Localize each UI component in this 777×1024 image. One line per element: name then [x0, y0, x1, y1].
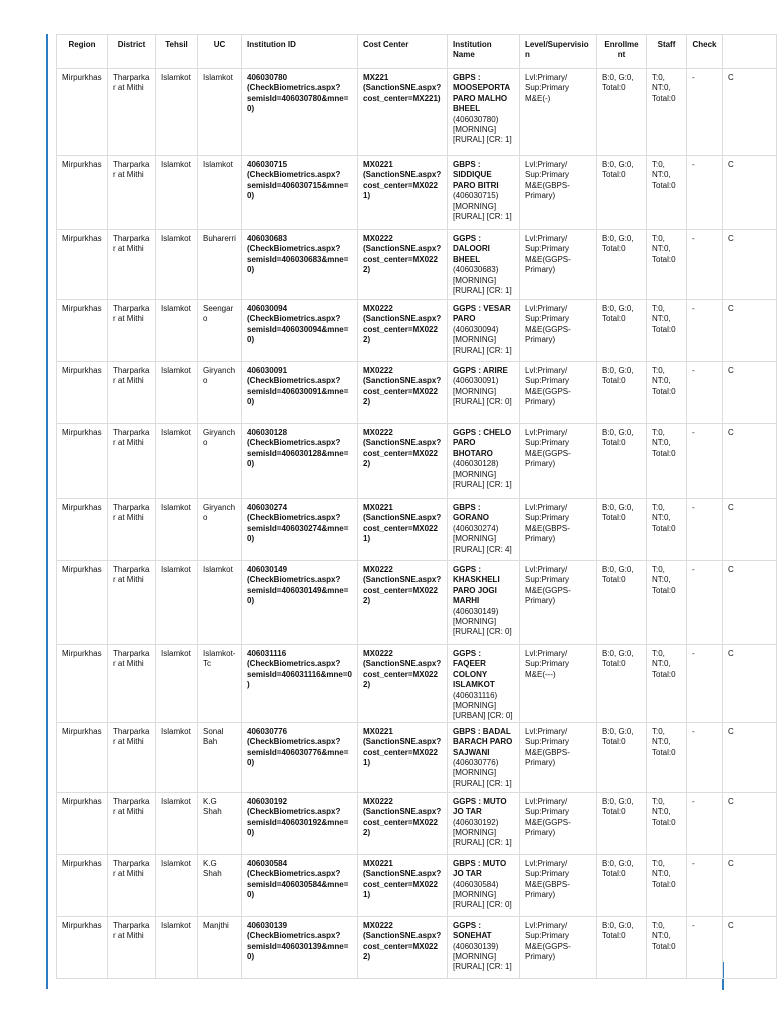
- cell-cost-center: MX0222 (SanctionSNE.aspx?cost_center=MX0222): [358, 230, 448, 300]
- cell-district: Tharparkar at Mithi: [108, 156, 156, 230]
- cell-institution-name: [448, 645, 520, 723]
- cell-check: -: [687, 645, 723, 723]
- cell-staff: T:0, NT:0, Total:0: [647, 645, 687, 723]
- institution-name-details: (406030776) [MORNING] [RURAL] [CR: 1]: [453, 758, 512, 788]
- institution-name-title: GBPS : GORANO: [453, 503, 489, 523]
- cell-enrollment: B:0, G:0, Total:0: [597, 424, 647, 499]
- institution-name-details: (406030139) [MORNING] [RURAL] [CR: 1]: [453, 941, 512, 972]
- cell-region: Mirpurkhas: [57, 424, 108, 499]
- cell-uc: Islamkot: [198, 561, 242, 645]
- cell-institution-id: 406030274 (CheckBiometrics.aspx?semisId=406030274&mne=0): [242, 499, 358, 561]
- cell-institution-name: [448, 300, 520, 362]
- cell-region: Mirpurkhas: [57, 156, 108, 230]
- cell-cost-center: MX0222 (SanctionSNE.aspx?cost_center=MX0222): [358, 792, 448, 854]
- table-row[interactable]: [57, 645, 777, 723]
- cell-check: -: [687, 792, 723, 854]
- institution-name-title: GGPS : MUTO JO TAR: [453, 796, 507, 817]
- institution-name-details: (406030192) [MORNING] [RURAL] [CR: 1]: [453, 817, 512, 848]
- table-row[interactable]: [57, 300, 777, 362]
- cell-institution-name: [448, 362, 520, 424]
- cell-staff: T:0, NT:0, Total:0: [647, 69, 687, 156]
- cell-cost-center: MX0222 (SanctionSNE.aspx?cost_center=MX0222): [358, 645, 448, 723]
- cell-district: Tharparkar at Mithi: [108, 854, 156, 916]
- institution-name-details: (406030715) [MORNING] [RURAL] [CR: 1]: [453, 191, 512, 222]
- cell-district: Tharparkar at Mithi: [108, 645, 156, 723]
- cell-level-supervision: Lvl:Primary/ Sup:Primary M&E(GBPS-Primary): [520, 156, 597, 230]
- cell-institution-name: [448, 722, 520, 792]
- cell-enrollment: B:0, G:0, Total:0: [597, 69, 647, 156]
- cell-level-supervision: Lvl:Primary/ Sup:Primary M&E(---): [520, 645, 597, 723]
- institution-name-details: (406030780) [MORNING] [RURAL] [CR: 1]: [453, 114, 512, 145]
- cell-district: Tharparkar at Mithi: [108, 300, 156, 362]
- cell-enrollment: B:0, G:0, Total:0: [597, 854, 647, 916]
- cell-check: -: [687, 722, 723, 792]
- cell-tehsil: Islamkot: [156, 645, 198, 723]
- cell-uc: Seengaro: [198, 300, 242, 362]
- cell-institution-id: 406030149 (CheckBiometrics.aspx?semisId=406030149&mne=0): [242, 561, 358, 645]
- cell-check: -: [687, 499, 723, 561]
- cell-cost-center: MX0221 (SanctionSNE.aspx?cost_center=MX0221): [358, 854, 448, 916]
- table-row[interactable]: [57, 722, 777, 792]
- table-body: [57, 69, 777, 979]
- table-row[interactable]: [57, 230, 777, 300]
- cell-level-supervision: Lvl:Primary/ Sup:Primary M&E(GGPS-Primary): [520, 362, 597, 424]
- cell-region: Mirpurkhas: [57, 561, 108, 645]
- cell-uc: Giryancho: [198, 499, 242, 561]
- cell-institution-name: [448, 424, 520, 499]
- table-container[interactable]: [56, 34, 768, 972]
- cell-institution-id: 406030091 (CheckBiometrics.aspx?semisId=406030091&mne=0): [242, 362, 358, 424]
- cell-check: -: [687, 69, 723, 156]
- cell-extra: C: [723, 722, 777, 792]
- cell-check: -: [687, 916, 723, 978]
- cell-uc: Islamkot: [198, 156, 242, 230]
- cell-staff: T:0, NT:0, Total:0: [647, 916, 687, 978]
- cell-tehsil: Islamkot: [156, 69, 198, 156]
- cell-tehsil: Islamkot: [156, 362, 198, 424]
- cell-staff: T:0, NT:0, Total:0: [647, 300, 687, 362]
- cell-region: Mirpurkhas: [57, 230, 108, 300]
- cell-extra: C: [723, 300, 777, 362]
- cell-enrollment: B:0, G:0, Total:0: [597, 499, 647, 561]
- cell-enrollment: B:0, G:0, Total:0: [597, 722, 647, 792]
- table-row[interactable]: [57, 854, 777, 916]
- cell-institution-id: 406030128 (CheckBiometrics.aspx?semisId=406030128&mne=0): [242, 424, 358, 499]
- cell-cost-center: MX0222 (SanctionSNE.aspx?cost_center=MX0222): [358, 362, 448, 424]
- cell-cost-center: MX0221 (SanctionSNE.aspx?cost_center=MX0221): [358, 499, 448, 561]
- cell-check: -: [687, 561, 723, 645]
- institution-name-title: GBPS : SIDDIQUE PARO BITRI: [453, 160, 499, 190]
- cell-level-supervision: Lvl:Primary/ Sup:Primary M&E(GGPS-Primary): [520, 424, 597, 499]
- cell-institution-id: 406030094 (CheckBiometrics.aspx?semisId=406030094&mne=0): [242, 300, 358, 362]
- cell-extra: C: [723, 916, 777, 978]
- cell-extra: C: [723, 156, 777, 230]
- cell-institution-name: [448, 499, 520, 561]
- cell-cost-center: MX0221 (SanctionSNE.aspx?cost_center=MX0221): [358, 156, 448, 230]
- institution-name-details: (406030274) [MORNING] [RURAL] [CR: 4]: [453, 523, 512, 554]
- cell-enrollment: B:0, G:0, Total:0: [597, 362, 647, 424]
- institution-name-title: GGPS : FAQEER COLONY ISLAMKOT: [453, 649, 495, 690]
- header-district[interactable]: District: [108, 35, 156, 69]
- cell-level-supervision: Lvl:Primary/ Sup:Primary M&E(GBPS-Primary): [520, 499, 597, 561]
- cell-staff: T:0, NT:0, Total:0: [647, 722, 687, 792]
- cell-level-supervision: Lvl:Primary/ Sup:Primary M&E(GBPS-Primary): [520, 854, 597, 916]
- header-institution-name[interactable]: Institution Name: [448, 35, 520, 69]
- cell-check: -: [687, 424, 723, 499]
- cell-enrollment: B:0, G:0, Total:0: [597, 792, 647, 854]
- cell-region: Mirpurkhas: [57, 792, 108, 854]
- cell-institution-id: 406030776 (CheckBiometrics.aspx?semisId=406030776&mne=0): [242, 722, 358, 792]
- cell-staff: T:0, NT:0, Total:0: [647, 424, 687, 499]
- cell-tehsil: Islamkot: [156, 230, 198, 300]
- header-institution-id[interactable]: Institution ID: [242, 35, 358, 69]
- institution-name-title: GGPS : SONEHAT: [453, 920, 492, 941]
- left-accent-bar: [46, 34, 48, 989]
- institution-name-details: (406031116) [MORNING] [URBAN] [CR: 0]: [453, 690, 513, 721]
- header-extra: [723, 35, 777, 69]
- table-row[interactable]: [57, 916, 777, 978]
- cell-district: Tharparkar at Mithi: [108, 916, 156, 978]
- institution-name-title: GBPS : BADAL BARACH PARO SAJWANI: [453, 726, 513, 757]
- cell-uc: Giryancho: [198, 424, 242, 499]
- cell-extra: C: [723, 561, 777, 645]
- header-tehsil[interactable]: Tehsil: [156, 35, 198, 69]
- cell-level-supervision: Lvl:Primary/ Sup:Primary M&E(-): [520, 69, 597, 156]
- table-row[interactable]: [57, 69, 777, 156]
- cell-uc: Islamkot: [198, 69, 242, 156]
- table-row[interactable]: [57, 561, 777, 645]
- cell-institution-name: [448, 69, 520, 156]
- table-row[interactable]: [57, 156, 777, 230]
- cell-extra: C: [723, 499, 777, 561]
- cell-enrollment: B:0, G:0, Total:0: [597, 300, 647, 362]
- cell-check: -: [687, 156, 723, 230]
- cell-level-supervision: Lvl:Primary/ Sup:Primary M&E(GGPS-Primary): [520, 561, 597, 645]
- cell-staff: T:0, NT:0, Total:0: [647, 854, 687, 916]
- cell-enrollment: B:0, G:0, Total:0: [597, 230, 647, 300]
- cell-institution-name: [448, 916, 520, 978]
- cell-staff: T:0, NT:0, Total:0: [647, 362, 687, 424]
- cell-check: -: [687, 300, 723, 362]
- cell-uc: K.G Shah: [198, 854, 242, 916]
- cell-institution-id: 406030584 (CheckBiometrics.aspx?semisId=406030584&mne=0): [242, 854, 358, 916]
- institution-name-details: (406030128) [MORNING] [RURAL] [CR: 1]: [453, 459, 512, 490]
- cell-level-supervision: Lvl:Primary/ Sup:Primary M&E(GGPS-Primary): [520, 792, 597, 854]
- cell-staff: T:0, NT:0, Total:0: [647, 230, 687, 300]
- cell-check: -: [687, 854, 723, 916]
- cell-enrollment: B:0, G:0, Total:0: [597, 645, 647, 723]
- cell-uc: K.G Shah: [198, 792, 242, 854]
- cell-cost-center: MX0222 (SanctionSNE.aspx?cost_center=MX0222): [358, 424, 448, 499]
- institution-name-details: (406030091) [MORNING] [RURAL] [CR: 0]: [453, 376, 512, 407]
- cell-region: Mirpurkhas: [57, 854, 108, 916]
- cell-district: Tharparkar at Mithi: [108, 69, 156, 156]
- cell-institution-name: [448, 156, 520, 230]
- cell-enrollment: B:0, G:0, Total:0: [597, 916, 647, 978]
- cell-uc: Sonal Bah: [198, 722, 242, 792]
- cell-district: Tharparkar at Mithi: [108, 561, 156, 645]
- cell-region: Mirpurkhas: [57, 69, 108, 156]
- cell-institution-id: 406030780 (CheckBiometrics.aspx?semisId=406030780&mne=0): [242, 69, 358, 156]
- header-staff[interactable]: Staff: [647, 35, 687, 69]
- cell-enrollment: B:0, G:0, Total:0: [597, 561, 647, 645]
- cell-staff: T:0, NT:0, Total:0: [647, 499, 687, 561]
- header-enrollment[interactable]: Enrollment: [597, 35, 647, 69]
- header-check[interactable]: Check: [687, 35, 723, 69]
- cell-region: Mirpurkhas: [57, 499, 108, 561]
- cell-institution-id: 406030192 (CheckBiometrics.aspx?semisId=406030192&mne=0): [242, 792, 358, 854]
- cell-cost-center: MX0222 (SanctionSNE.aspx?cost_center=MX0222): [358, 561, 448, 645]
- cell-district: Tharparkar at Mithi: [108, 362, 156, 424]
- institution-name-title: GGPS : VESAR PARO: [453, 304, 511, 324]
- cell-extra: C: [723, 645, 777, 723]
- institution-name-title: GBPS : MOOSEPORTA PARO MALHO BHEEL: [453, 73, 510, 114]
- table-row[interactable]: [57, 792, 777, 854]
- cell-staff: T:0, NT:0, Total:0: [647, 156, 687, 230]
- cell-tehsil: Islamkot: [156, 499, 198, 561]
- institution-name-title: GGPS : ARIRE: [453, 366, 508, 375]
- cell-institution-name: [448, 792, 520, 854]
- institution-name-title: GGPS : KHASKHELI PARO JOGI MARHI: [453, 565, 500, 606]
- cell-district: Tharparkar at Mithi: [108, 424, 156, 499]
- cell-staff: T:0, NT:0, Total:0: [647, 792, 687, 854]
- cell-tehsil: Islamkot: [156, 424, 198, 499]
- cell-enrollment: B:0, G:0, Total:0: [597, 156, 647, 230]
- cell-district: Tharparkar at Mithi: [108, 230, 156, 300]
- cell-cost-center: MX0222 (SanctionSNE.aspx?cost_center=MX0222): [358, 300, 448, 362]
- institution-name-details: (406030584) [MORNING] [RURAL] [CR: 0]: [453, 879, 512, 910]
- cell-region: Mirpurkhas: [57, 916, 108, 978]
- institutions-table: [56, 34, 777, 979]
- cell-tehsil: Islamkot: [156, 854, 198, 916]
- institution-name-details: (406030094) [MORNING] [RURAL] [CR: 1]: [453, 324, 512, 355]
- cell-extra: C: [723, 792, 777, 854]
- cell-uc: Giryancho: [198, 362, 242, 424]
- cell-institution-id: 406030715 (CheckBiometrics.aspx?semisId=406030715&mne=0): [242, 156, 358, 230]
- cell-region: Mirpurkhas: [57, 362, 108, 424]
- cell-extra: C: [723, 854, 777, 916]
- cell-institution-id: 406031116 (CheckBiometrics.aspx?semisId=406031116&mne=0): [242, 645, 358, 723]
- cell-level-supervision: Lvl:Primary/ Sup:Primary M&E(GGPS-Primary): [520, 300, 597, 362]
- cell-tehsil: Islamkot: [156, 792, 198, 854]
- institution-name-title: GBPS : MUTO JO TAR: [453, 858, 507, 879]
- cell-tehsil: Islamkot: [156, 722, 198, 792]
- cell-region: Mirpurkhas: [57, 722, 108, 792]
- header-uc[interactable]: UC: [198, 35, 242, 69]
- table-row[interactable]: [57, 424, 777, 499]
- cell-district: Tharparkar at Mithi: [108, 499, 156, 561]
- cell-check: -: [687, 362, 723, 424]
- cell-uc: Buharerri: [198, 230, 242, 300]
- cell-extra: C: [723, 69, 777, 156]
- header-level-supervision[interactable]: Level/Supervision: [520, 35, 597, 69]
- cell-district: Tharparkar at Mithi: [108, 792, 156, 854]
- cell-institution-name: [448, 854, 520, 916]
- cell-cost-center: MX0221 (SanctionSNE.aspx?cost_center=MX0221): [358, 722, 448, 792]
- cell-extra: C: [723, 230, 777, 300]
- cell-cost-center: MX221 (SanctionSNE.aspx?cost_center=MX221): [358, 69, 448, 156]
- cell-tehsil: Islamkot: [156, 561, 198, 645]
- cell-staff: T:0, NT:0, Total:0: [647, 561, 687, 645]
- table-row[interactable]: [57, 362, 777, 424]
- institution-name-details: (406030149) [MORNING] [RURAL] [CR: 0]: [453, 606, 512, 637]
- cell-extra: C: [723, 424, 777, 499]
- institution-name-details: (406030683) [MORNING] [RURAL] [CR: 1]: [453, 265, 512, 296]
- cell-tehsil: Islamkot: [156, 156, 198, 230]
- cell-institution-id: 406030683 (CheckBiometrics.aspx?semisId=406030683&mne=0): [242, 230, 358, 300]
- cell-tehsil: Islamkot: [156, 916, 198, 978]
- cell-district: Tharparkar at Mithi: [108, 722, 156, 792]
- cell-level-supervision: Lvl:Primary/ Sup:Primary M&E(GGPS-Primary): [520, 230, 597, 300]
- cell-region: Mirpurkhas: [57, 645, 108, 723]
- cell-cost-center: MX0222 (SanctionSNE.aspx?cost_center=MX0222): [358, 916, 448, 978]
- cell-check: -: [687, 230, 723, 300]
- cell-tehsil: Islamkot: [156, 300, 198, 362]
- header-cost-center[interactable]: Cost Center: [358, 35, 448, 69]
- cell-institution-id: 406030139 (CheckBiometrics.aspx?semisId=406030139&mne=0): [242, 916, 358, 978]
- cell-uc: Islamkot-Tc: [198, 645, 242, 723]
- cell-institution-name: [448, 561, 520, 645]
- institution-name-title: GGPS : DALOORI BHEEL: [453, 234, 490, 264]
- header-row: [57, 35, 777, 69]
- table-row[interactable]: [57, 499, 777, 561]
- cell-level-supervision: Lvl:Primary/ Sup:Primary M&E(GGPS-Primary): [520, 916, 597, 978]
- institution-name-title: GGPS : CHELO PARO BHOTARO: [453, 428, 512, 458]
- cell-region: Mirpurkhas: [57, 300, 108, 362]
- cell-uc: Manjthi: [198, 916, 242, 978]
- header-region[interactable]: Region: [57, 35, 108, 69]
- cell-level-supervision: Lvl:Primary/ Sup:Primary M&E(GBPS-Primary): [520, 722, 597, 792]
- cell-institution-name: [448, 230, 520, 300]
- cell-extra: C: [723, 362, 777, 424]
